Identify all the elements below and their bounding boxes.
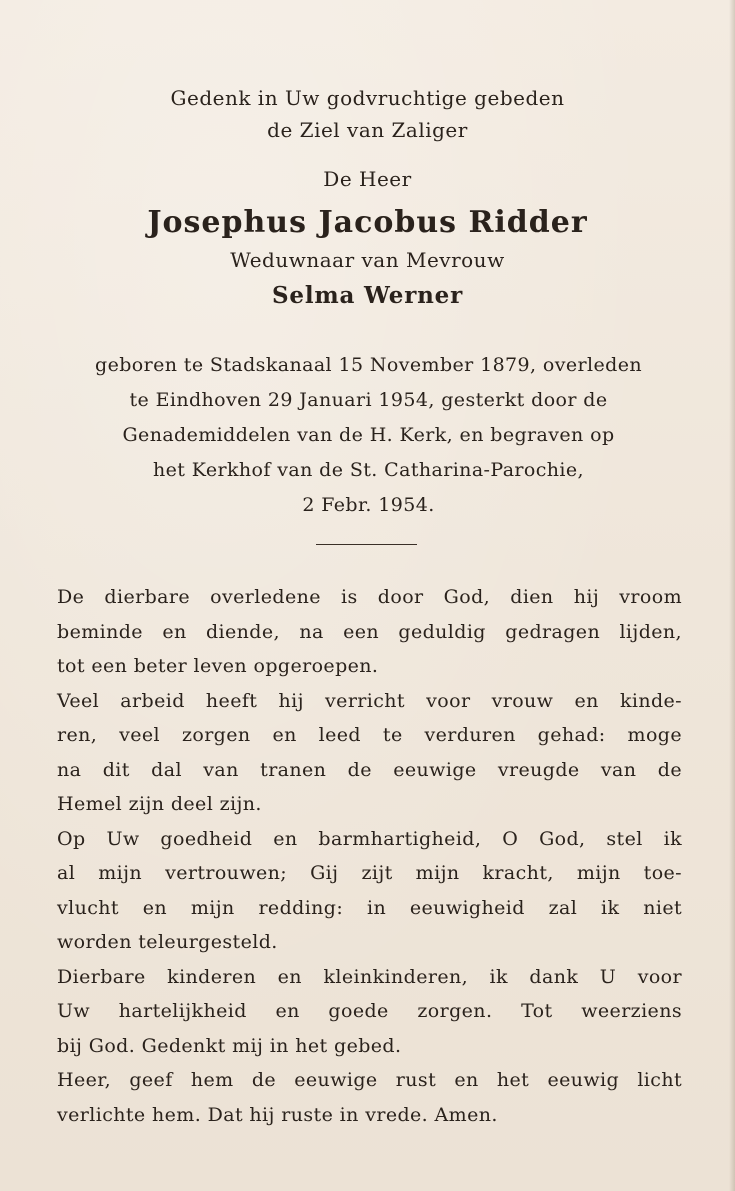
text-line: tot een beter leven opgeroepen. <box>57 655 379 677</box>
text-line: na dit dal van tranen de eeuwige vreugde van de <box>57 758 682 781</box>
text-line: bij God. Gedenkt mij in het gebed. <box>57 1034 402 1057</box>
widower-of-line: Weduwnaar van Mevrouw <box>230 248 505 272</box>
bio-line: geboren te Stadskanaal 15 November 1879, overleden <box>95 354 642 376</box>
bio-line: 2 Febr. 1954. <box>302 494 435 516</box>
text-line: vlucht en mijn redding: in eeuwigheid zal ik niet <box>57 896 682 919</box>
text-line: Heer, geef hem de eeuwige rust en het eeuwig licht <box>57 1069 682 1091</box>
text-line: Uw hartelijkheid en goede zorgen. Tot weerziens <box>57 1000 682 1022</box>
text-line: ren, veel zorgen en leed te verduren gehad: moge <box>57 724 682 746</box>
text-line: Dierbare kinderen en kleinkinderen, ik dank U voor <box>57 965 682 988</box>
bio-line: te Eindhoven 29 Januari 1954, gesterkt door de <box>129 389 608 411</box>
text-line: Hemel zijn deel zijn. <box>57 793 262 815</box>
text-line: beminde en diende, na een geduldig gedragen lijden, <box>57 620 682 643</box>
text-line: Op Uw goedheid en barmhartigheid, O God, stel ik <box>57 827 682 850</box>
soul-of-deceased-line: de Ziel van Zaliger <box>267 118 468 142</box>
deceased-name: Josephus Jacobus Ridder <box>147 205 588 240</box>
honorific-title: De Heer <box>323 167 412 191</box>
paragraph-labour <box>57 684 682 822</box>
paragraph-deceased-called <box>57 580 682 684</box>
paragraph-children <box>57 960 682 1064</box>
spouse-name: Selma Werner <box>271 282 463 309</box>
paragraph-prayer <box>57 822 682 960</box>
biography-paragraph <box>57 348 680 523</box>
bio-line: Genademiddelen van de H. Kerk, en begraven op <box>122 424 615 446</box>
text-line: De dierbare overledene is door God, dien hij vroom <box>57 586 682 608</box>
section-divider <box>316 544 417 545</box>
paragraph-eternal-rest <box>57 1063 682 1132</box>
prayer-request-line: Gedenk in Uw godvruchtige gebeden <box>170 86 565 110</box>
text-line: worden teleurgesteld. <box>57 931 278 953</box>
text-line: verlichte hem. Dat hij ruste in vrede. Amen. <box>57 1103 498 1126</box>
bio-line: het Kerkhof van de St. Catharina-Parochie, <box>153 459 584 481</box>
card-header <box>0 82 735 313</box>
memorial-text <box>57 580 682 1132</box>
text-line: al mijn vertrouwen; Gij zijt mijn kracht, mijn toe- <box>57 862 682 884</box>
text-line: Veel arbeid heeft hij verricht voor vrouw en kinde- <box>57 689 682 712</box>
